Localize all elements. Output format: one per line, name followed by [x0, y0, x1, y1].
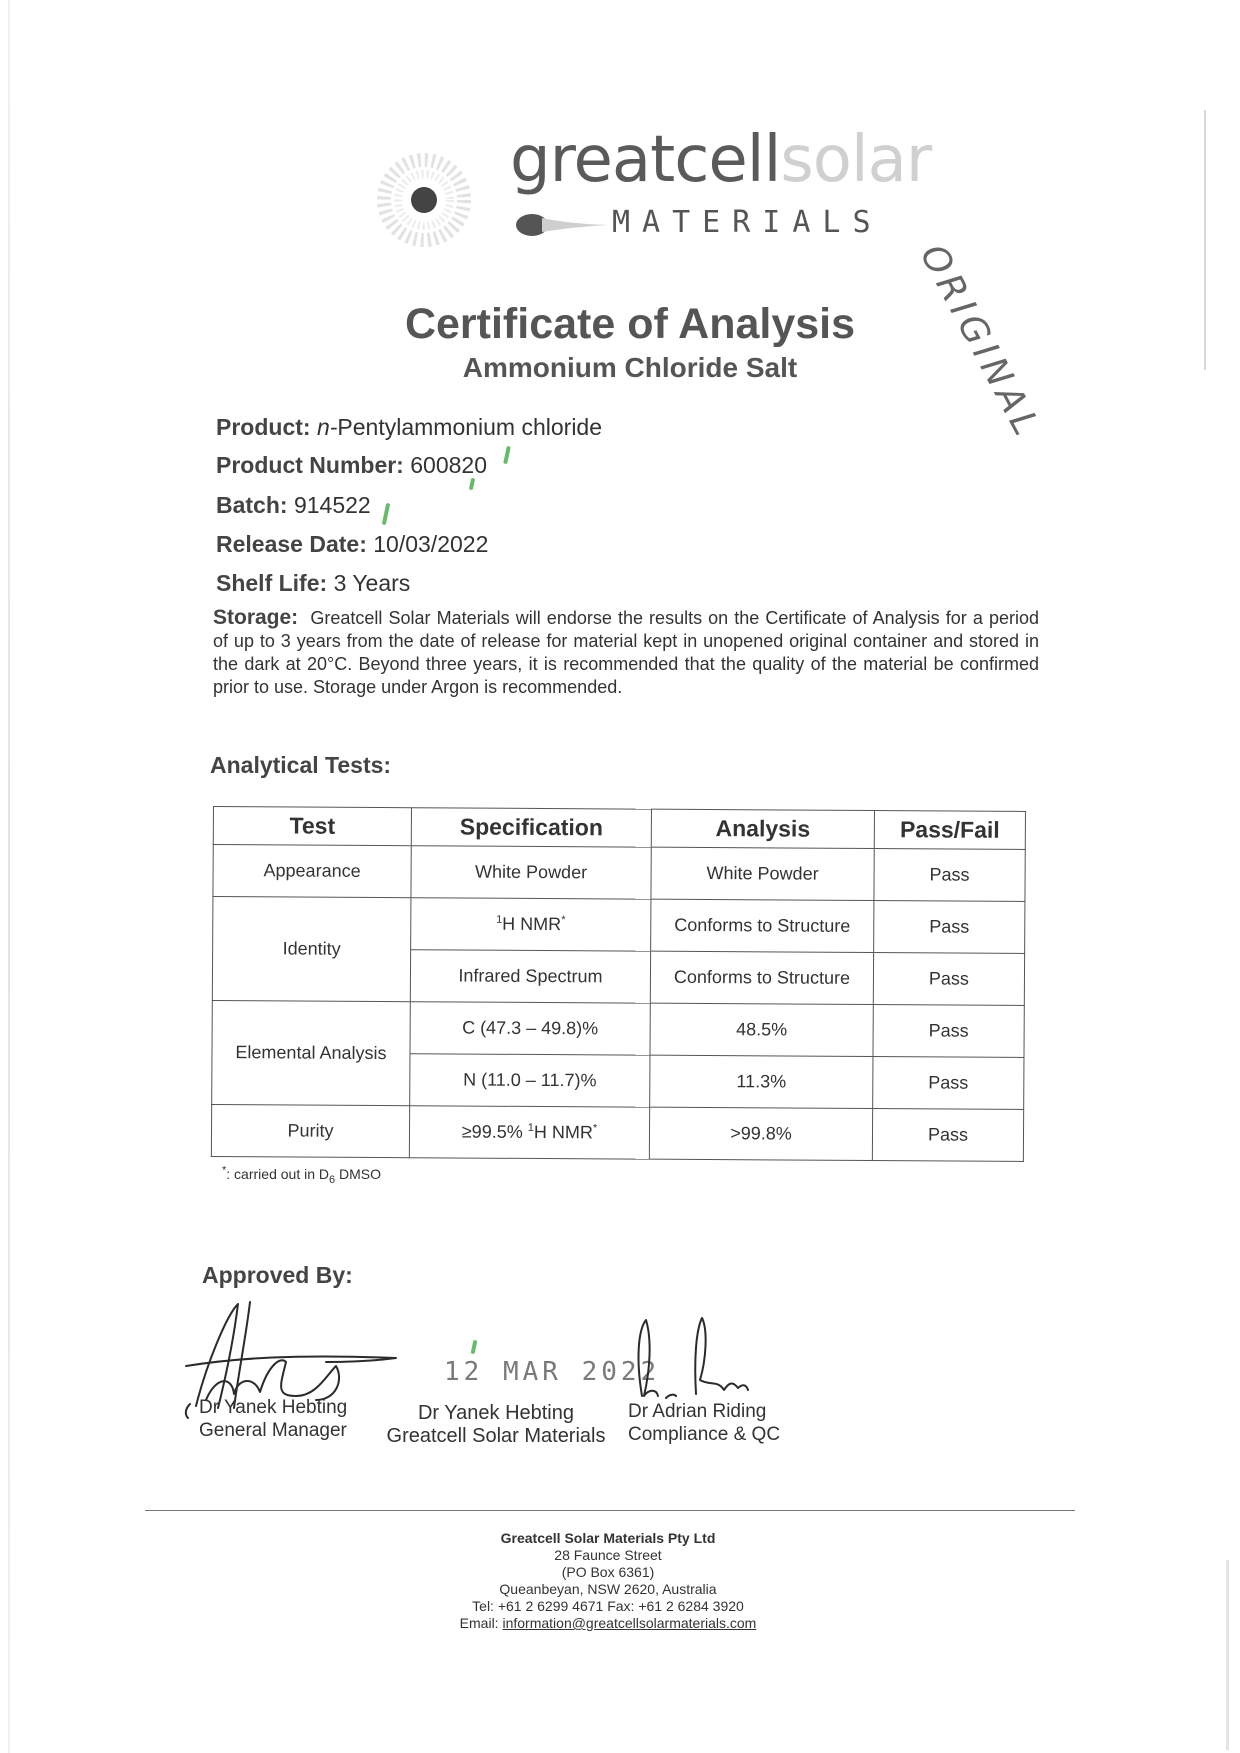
table-row: [211, 1104, 1023, 1161]
isotope-superscript: 1: [496, 913, 503, 926]
product-prefix: n-: [316, 414, 338, 440]
greatcell-logo-icon: [372, 150, 502, 250]
footnote-marker: *: [592, 1122, 598, 1135]
spec-prefix: ≥99.5%: [461, 1121, 528, 1142]
table-header-row: [213, 807, 1025, 850]
batch-label: Batch:: [216, 492, 288, 518]
footer-address: [0, 1530, 1216, 1632]
analysis-cell: >99.8%: [649, 1107, 872, 1160]
document-title: Certificate of Analysis: [404, 300, 856, 348]
spec-cell: C (47.3 – 49.8)%: [410, 1002, 650, 1055]
analysis-cell: Conforms to Structure: [651, 899, 874, 952]
result-cell: Pass: [872, 1109, 1023, 1162]
result-cell: Pass: [873, 1005, 1024, 1058]
signer-3: [628, 1400, 780, 1446]
document-subtitle: Ammonium Chloride Salt: [462, 352, 798, 383]
footer-po-box: (PO Box 6361): [561, 1564, 655, 1580]
logo-word-great: greatcell: [510, 123, 781, 197]
check-tick-icon: [471, 1340, 478, 1355]
product-number-label: Product Number:: [216, 452, 404, 478]
logo-wordmark: [510, 123, 932, 197]
release-date-label: Release Date:: [216, 531, 367, 557]
field-product: [216, 414, 602, 441]
spec-text: H NMR: [502, 913, 562, 935]
signer-2: [378, 1402, 614, 1448]
column-header-pass-fail: Pass/Fail: [874, 811, 1025, 850]
footer-email-line: [0, 1615, 1216, 1632]
analysis-cell: 11.3%: [650, 1055, 873, 1108]
logo-word-solar: solar: [780, 123, 932, 197]
table-row: [213, 897, 1025, 954]
result-cell: Pass: [874, 901, 1025, 954]
product-number-value: 600820: [410, 452, 487, 478]
original-stamp: ORIGINAL: [911, 238, 1049, 447]
check-tick-icon: [382, 503, 390, 525]
footer-divider: [145, 1510, 1075, 1511]
result-cell: Pass: [873, 953, 1024, 1006]
spec-cell: White Powder: [411, 846, 651, 899]
table-footnote: [222, 1164, 382, 1186]
footnote-subscript: 6: [329, 1173, 336, 1186]
footnote-text-b: DMSO: [335, 1166, 382, 1182]
spec-cell: [409, 1106, 649, 1159]
logo-swoosh-icon: [512, 208, 612, 242]
date-stamp: 12 MAR 2022: [444, 1357, 661, 1387]
logo-word-materials: MATERIALS: [612, 205, 883, 240]
signer-1: [199, 1396, 347, 1442]
check-tick-icon: [503, 446, 511, 464]
signature-riding: [622, 1310, 762, 1410]
approved-by-heading: Approved By:: [202, 1262, 353, 1288]
spec-text: H NMR: [533, 1121, 593, 1143]
signer-1-name: Dr Yanek Hebting: [199, 1397, 348, 1418]
storage-paragraph: [213, 606, 1039, 699]
storage-text: Greatcell Solar Materials will endorse the results on the Certificate of Analysis for a period of up to 3 years from the date of release for material kept in unopened original container and stored in the dark at 20°C. Beyond three years, it is recommended that the quality of the material be confirmed prior to use. Storage under Argon is recommended.: [213, 608, 1039, 697]
spec-cell: Infrared Spectrum: [410, 950, 650, 1003]
footer-email-link[interactable]: information@greatcellsolarmaterials.com: [502, 1615, 757, 1631]
analytical-tests-heading: Analytical Tests:: [210, 752, 392, 778]
footer-city: Queanbeyan, NSW 2620, Australia: [499, 1581, 717, 1597]
spec-cell: [411, 898, 651, 951]
field-release-date: [216, 531, 488, 558]
footer-street: 28 Faunce Street: [554, 1547, 662, 1563]
test-cell: Elemental Analysis: [212, 1000, 411, 1105]
result-cell: Pass: [873, 1057, 1024, 1110]
analysis-table-wrap: [211, 806, 1025, 1165]
table-row: [212, 1000, 1024, 1057]
column-header-analysis: Analysis: [651, 809, 874, 848]
result-cell: Pass: [874, 849, 1025, 902]
analysis-cell: Conforms to Structure: [650, 951, 873, 1004]
field-batch: [216, 492, 371, 519]
scan-edge-left: [8, 0, 10, 1753]
field-product-number: [216, 452, 487, 479]
signer-1-role: General Manager: [199, 1420, 347, 1441]
column-header-specification: Specification: [411, 808, 651, 847]
footer-phone: Tel: +61 2 6299 4671 Fax: +61 2 6284 3920: [472, 1598, 744, 1614]
analysis-cell: White Powder: [651, 847, 874, 900]
batch-value: 914522: [293, 492, 371, 518]
signer-2-org: Greatcell Solar Materials: [386, 1425, 606, 1447]
spec-cell: N (11.0 – 11.7)%: [410, 1054, 650, 1107]
scan-edge-right-bottom: [1226, 1560, 1229, 1750]
test-cell: Identity: [212, 897, 411, 1002]
footer-email-label: Email:: [459, 1615, 503, 1631]
test-cell: Purity: [211, 1104, 409, 1157]
footnote-marker: *: [561, 914, 566, 927]
signer-3-role: Compliance & QC: [628, 1424, 781, 1445]
isotope-superscript: 1: [527, 1121, 534, 1134]
footer-company: Greatcell Solar Materials Pty Ltd: [500, 1530, 716, 1546]
storage-label: Storage:: [213, 606, 299, 629]
signer-3-name: Dr Adrian Riding: [628, 1401, 767, 1422]
footnote-text-a: : carried out in D: [226, 1166, 329, 1182]
shelf-life-label: Shelf Life:: [216, 570, 328, 596]
footnote-marker: *: [222, 1164, 227, 1177]
shelf-life-value: 3 Years: [333, 570, 411, 596]
analysis-table: [211, 806, 1026, 1162]
table-row: [213, 845, 1025, 902]
field-shelf-life: [216, 570, 410, 597]
product-value: Pentylammonium chloride: [337, 414, 603, 440]
release-date-value: 10/03/2022: [373, 531, 489, 557]
analysis-cell: 48.5%: [650, 1003, 873, 1056]
signer-2-name: Dr Yanek Hebting: [417, 1402, 574, 1424]
check-tick-icon: [469, 478, 475, 491]
test-cell: Appearance: [213, 845, 411, 898]
column-header-test: Test: [213, 807, 411, 846]
product-label: Product:: [216, 414, 311, 440]
